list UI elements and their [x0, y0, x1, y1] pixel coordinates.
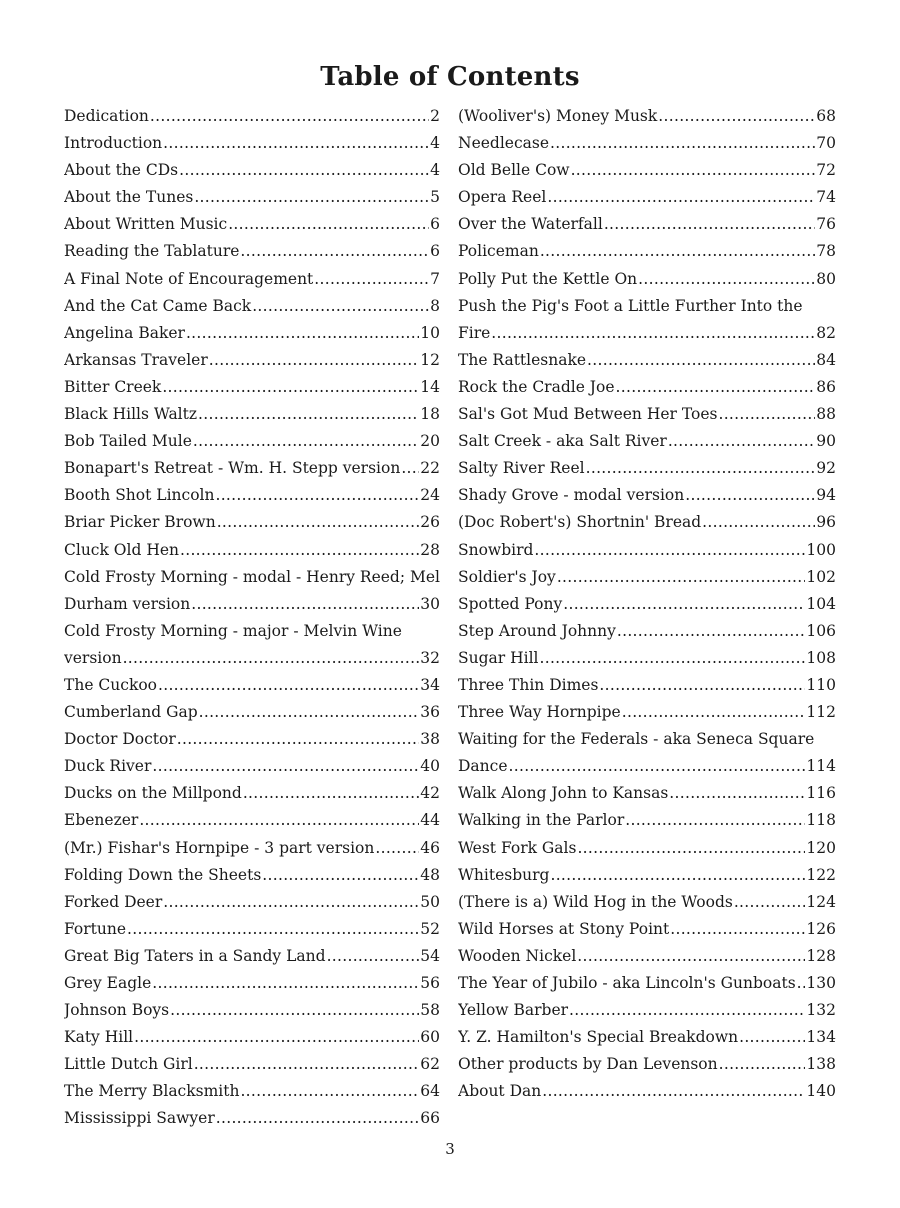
toc-entry — [64, 374, 440, 401]
toc-entry-title: The Merry Blacksmith — [64, 1082, 240, 1101]
toc-entry-title: Bitter Creek — [64, 377, 162, 396]
toc-entry-title: Sal's Got Mud Between Her Toes — [458, 405, 718, 424]
toc-entry — [458, 347, 836, 374]
toc-entry-page: 60 — [420, 1028, 440, 1047]
toc-entry — [458, 807, 836, 834]
toc-entry — [458, 1078, 836, 1105]
toc-entry-title: Doctor Doctor — [64, 730, 176, 749]
toc-entry-title: Three Thin Dimes — [458, 675, 599, 694]
toc-dot-leader — [198, 401, 419, 428]
toc-entry-page: 5 — [430, 188, 440, 207]
toc-entry-page: 80 — [816, 269, 836, 288]
toc-entry-title: Other products by Dan Levenson — [458, 1055, 718, 1074]
toc-entry-page: 72 — [816, 161, 836, 180]
toc-entry — [64, 807, 440, 834]
toc-entry-page: 74 — [816, 188, 836, 207]
toc-entry-page: 88 — [816, 405, 836, 424]
toc-dot-leader — [327, 943, 420, 970]
toc-entry-page: 130 — [806, 974, 836, 992]
toc-entry — [64, 509, 440, 536]
toc-entry — [458, 997, 836, 1024]
toc-entry-page: 114 — [806, 757, 836, 776]
toc-entry-page: 116 — [806, 784, 836, 803]
toc-entry — [458, 1051, 836, 1078]
toc-entry-page: 40 — [420, 757, 440, 776]
toc-entry-title: (Wooliver's) Money Musk — [458, 107, 658, 125]
toc-entry-title: Walking in the Parlor — [458, 811, 625, 830]
toc-entry-page: 104 — [806, 594, 836, 613]
toc-dot-leader — [163, 130, 429, 157]
toc-entry-page: 96 — [816, 513, 836, 532]
toc-entry-title: Bob Tailed Mule — [64, 432, 192, 451]
toc-entry-page: 12 — [420, 350, 440, 369]
toc-entry — [64, 428, 440, 455]
toc-entry-title: Wooden Nickel — [458, 946, 577, 965]
toc-entry — [458, 103, 836, 130]
toc-entry-title: Whitesburg — [458, 865, 550, 884]
toc-entry-title: (Doc Robert's) Shortnin' Bread — [458, 513, 702, 532]
toc-entry-title: Yellow Barber — [458, 1001, 569, 1020]
toc-entry — [64, 211, 440, 238]
toc-entry — [458, 943, 836, 970]
toc-dot-leader — [670, 916, 805, 943]
toc-entry-title: Folding Down the Sheets — [64, 865, 262, 884]
toc-dot-leader — [617, 618, 806, 645]
toc-entry — [458, 401, 836, 428]
toc-dot-leader — [170, 997, 419, 1024]
toc-dot-leader — [191, 591, 419, 618]
toc-dot-leader — [719, 1051, 806, 1078]
toc-entry-title: Snowbird — [458, 540, 534, 559]
toc-entry — [458, 537, 836, 564]
toc-entry-title: West Fork Gals — [458, 838, 577, 857]
toc-entry-page: 82 — [816, 323, 836, 342]
toc-entry — [64, 618, 440, 645]
toc-entry-page: 106 — [806, 621, 836, 640]
toc-entry — [458, 753, 836, 780]
toc-entry — [458, 835, 836, 862]
toc-entry-title: A Final Note of Encouragement — [64, 269, 314, 288]
toc-entry-page: 78 — [816, 242, 836, 261]
toc-entry-page: 132 — [806, 1001, 836, 1020]
toc-entry — [458, 157, 836, 184]
toc-entry — [64, 238, 440, 265]
toc-entry-page: 68 — [816, 107, 836, 125]
toc-dot-leader — [604, 211, 815, 238]
toc-entry-title: Salty River Reel — [458, 459, 585, 478]
toc-dot-leader — [177, 726, 420, 753]
toc-dot-leader — [509, 753, 806, 780]
toc-entry-title: Angelina Baker — [64, 323, 185, 342]
toc-dot-leader — [228, 211, 429, 238]
toc-entry — [64, 293, 440, 320]
toc-dot-leader — [540, 238, 815, 265]
toc-dot-leader — [314, 266, 429, 293]
toc-dot-leader — [739, 1024, 805, 1051]
toc-entry-title: Mississippi Sawyer — [64, 1109, 215, 1128]
toc-entry-title: Salt Creek - aka Salt River — [458, 432, 667, 451]
toc-entry-page: 70 — [816, 134, 836, 153]
toc-entry — [64, 943, 440, 970]
toc-entry-title: Grey Eagle — [64, 974, 152, 992]
toc-entry-page: 4 — [430, 134, 440, 153]
toc-entry-page: 46 — [420, 838, 440, 857]
toc-dot-leader — [134, 1024, 419, 1051]
toc-entry-title: About the Tunes — [64, 188, 194, 207]
toc-entry-page: 6 — [430, 215, 440, 234]
toc-entry — [64, 482, 440, 509]
toc-dot-leader — [163, 889, 419, 916]
toc-entry-title: Arkansas Traveler — [64, 350, 208, 369]
toc-entry-page: 100 — [806, 540, 836, 559]
toc-dot-leader — [240, 238, 429, 265]
toc-entry-page: 7 — [430, 269, 440, 288]
toc-entry-title: Fortune — [64, 919, 127, 938]
toc-entry-page: 140 — [806, 1082, 836, 1101]
toc-entry — [458, 862, 836, 889]
toc-entry-title: Durham version — [64, 594, 191, 613]
toc-entry — [64, 835, 440, 862]
toc-entry-title: Policeman — [458, 242, 539, 261]
toc-entry — [458, 455, 836, 482]
toc-dot-leader — [599, 672, 805, 699]
toc-dot-leader — [186, 320, 419, 347]
toc-dot-leader — [797, 970, 806, 997]
toc-dot-leader — [587, 347, 815, 374]
toc-dot-leader — [577, 943, 805, 970]
toc-entry-title: Shady Grove - modal version — [458, 486, 685, 505]
toc-entry-page: 50 — [420, 892, 440, 911]
toc-entry — [458, 645, 836, 672]
toc-dot-leader — [179, 157, 429, 184]
toc-entry-title: The Year of Jubilo - aka Lincoln's Gunboats — [458, 974, 796, 992]
toc-entry-title: Y. Z. Hamilton's Special Breakdown — [458, 1028, 739, 1047]
toc-entry — [64, 726, 440, 753]
toc-entry — [458, 726, 836, 753]
toc-right-column — [458, 103, 836, 1105]
toc-dot-leader — [123, 645, 420, 672]
toc-entry-title: The Rattlesnake — [458, 350, 587, 369]
toc-dot-leader — [638, 266, 815, 293]
toc-entry-page: 36 — [420, 703, 440, 722]
toc-entry — [64, 1105, 440, 1132]
toc-entry-title: About Written Music — [64, 215, 228, 234]
toc-entry — [458, 564, 836, 591]
toc-entry-title: Katy Hill — [64, 1028, 134, 1047]
toc-entry-page: 24 — [420, 486, 440, 505]
toc-dot-leader — [158, 672, 419, 699]
toc-entry-title: Cold Frosty Morning - modal - Henry Reed; Mel — [64, 567, 440, 586]
toc-entry-title: Dedication — [64, 107, 149, 125]
toc-entry — [458, 509, 836, 536]
toc-entry-title: Old Belle Cow — [458, 161, 570, 180]
toc-entry-page: 110 — [806, 675, 836, 694]
toc-entry-page: 34 — [420, 675, 440, 694]
toc-entry-page: 20 — [420, 432, 440, 451]
toc-entry — [64, 130, 440, 157]
toc-dot-leader — [616, 374, 816, 401]
toc-entry-title: Wild Horses at Stony Point — [458, 919, 670, 938]
toc-entry — [64, 1024, 440, 1051]
toc-entry-title: Reading the Tablature — [64, 242, 240, 261]
toc-entry-page: 14 — [420, 377, 440, 396]
toc-entry-page: 38 — [420, 730, 440, 749]
toc-entry-title: About the CDs — [64, 161, 179, 180]
toc-entry — [458, 482, 836, 509]
toc-entry — [458, 618, 836, 645]
toc-entry — [64, 320, 440, 347]
toc-dot-leader — [571, 157, 816, 184]
toc-entry-page: 128 — [806, 946, 836, 965]
toc-entry — [64, 916, 440, 943]
toc-entry-page: 102 — [806, 567, 836, 586]
page-number: 3 — [445, 1140, 455, 1158]
toc-entry — [64, 157, 440, 184]
toc-entry-title: Johnson Boys — [64, 1001, 170, 1020]
toc-dot-leader — [252, 293, 429, 320]
toc-dot-leader — [557, 564, 806, 591]
toc-entry — [64, 645, 440, 672]
toc-entry-title: Sugar Hill — [458, 648, 539, 667]
toc-entry — [458, 672, 836, 699]
toc-entry — [458, 1024, 836, 1051]
toc-entry-page: 2 — [430, 107, 440, 125]
toc-entry — [64, 780, 440, 807]
toc-dot-leader — [401, 455, 419, 482]
toc-dot-leader — [162, 374, 419, 401]
toc-dot-leader — [240, 1078, 419, 1105]
toc-entry-title: Walk Along John to Kansas — [458, 784, 669, 803]
toc-dot-leader — [622, 699, 806, 726]
toc-entry-title: Introduction — [64, 134, 163, 153]
toc-entry-page: 18 — [420, 405, 440, 424]
toc-entry-title: And the Cat Came Back — [64, 296, 252, 315]
toc-entry-page: 32 — [420, 648, 440, 667]
toc-entry-page: 90 — [816, 432, 836, 451]
toc-dot-leader — [586, 455, 816, 482]
toc-entry — [458, 428, 836, 455]
toc-dot-leader — [734, 889, 806, 916]
toc-dot-leader — [180, 537, 419, 564]
toc-entry — [64, 184, 440, 211]
toc-entry — [64, 753, 440, 780]
toc-entry — [64, 266, 440, 293]
toc-dot-leader — [547, 184, 815, 211]
toc-entry-title: (There is a) Wild Hog in the Woods — [458, 892, 733, 911]
toc-dot-leader — [139, 807, 419, 834]
toc-dot-leader — [194, 1051, 420, 1078]
toc-entry-title: version — [64, 648, 122, 667]
toc-dot-leader — [569, 997, 805, 1024]
toc-entry — [458, 320, 836, 347]
toc-entry-title: Step Around Johnny — [458, 621, 616, 640]
toc-entry — [458, 130, 836, 157]
toc-entry-page: 138 — [806, 1055, 836, 1074]
toc-entry-page: 42 — [420, 784, 440, 803]
toc-entry-page: 108 — [806, 648, 836, 667]
toc-dot-leader — [718, 401, 815, 428]
toc-entry-title: Polly Put the Kettle On — [458, 269, 638, 288]
toc-entry-page: 26 — [420, 513, 440, 532]
toc-entry — [64, 455, 440, 482]
toc-dot-leader — [375, 835, 419, 862]
toc-dot-leader — [658, 103, 815, 130]
toc-dot-leader — [199, 699, 420, 726]
toc-dot-leader — [152, 970, 419, 997]
toc-entry-page: 120 — [806, 838, 836, 857]
toc-dot-leader — [577, 835, 805, 862]
toc-entry-page: 126 — [806, 919, 836, 938]
toc-entry-title: Duck River — [64, 757, 152, 776]
toc-entry — [64, 997, 440, 1024]
toc-entry — [458, 238, 836, 265]
toc-entry-page: 6 — [430, 242, 440, 261]
toc-entry-page: 22 — [420, 459, 440, 478]
toc-entry — [64, 347, 440, 374]
toc-entry-page: 10 — [420, 323, 440, 342]
toc-entry — [64, 564, 440, 591]
toc-entry — [64, 537, 440, 564]
toc-entry-title: Rock the Cradle Joe — [458, 377, 615, 396]
toc-entry — [458, 266, 836, 293]
toc-entry-page: 28 — [420, 540, 440, 559]
toc-entry-title: Briar Picker Brown — [64, 513, 216, 532]
toc-entry-title: The Cuckoo — [64, 675, 157, 694]
toc-dot-leader — [209, 347, 420, 374]
toc-entry — [64, 1051, 440, 1078]
toc-entry — [64, 401, 440, 428]
toc-dot-leader — [702, 509, 815, 536]
toc-entry — [458, 591, 836, 618]
toc-entry — [64, 970, 440, 997]
toc-entry-title: Dance — [458, 757, 508, 776]
toc-entry-page: 64 — [420, 1082, 440, 1101]
toc-entry — [64, 672, 440, 699]
toc-entry-title: Cluck Old Hen — [64, 540, 179, 559]
toc-entry-title: Black Hills Waltz — [64, 405, 198, 424]
toc-entry-title: Three Way Hornpipe — [458, 703, 621, 722]
toc-entry-title: Little Dutch Girl — [64, 1055, 193, 1074]
toc-entry-page: 4 — [430, 161, 440, 180]
toc-entry-title: Ducks on the Millpond — [64, 784, 242, 803]
toc-entry-page: 58 — [420, 1001, 440, 1020]
toc-dot-leader — [685, 482, 815, 509]
toc-entry — [64, 103, 440, 130]
toc-entry — [458, 184, 836, 211]
toc-dot-leader — [193, 428, 419, 455]
toc-dot-leader — [152, 753, 419, 780]
toc-entry-title: About Dan — [458, 1082, 542, 1101]
toc-dot-leader — [550, 130, 815, 157]
toc-entry-title: Cold Frosty Morning - major - Melvin Wine — [64, 621, 402, 640]
toc-dot-leader — [563, 591, 805, 618]
toc-entry-page: 122 — [806, 865, 836, 884]
toc-dot-leader — [625, 807, 805, 834]
toc-entry-page: 94 — [816, 486, 836, 505]
toc-entry — [458, 293, 836, 320]
toc-entry-page: 66 — [420, 1109, 440, 1128]
toc-entry-title: Bonapart's Retreat - Wm. H. Stepp version — [64, 459, 401, 478]
toc-entry — [64, 889, 440, 916]
toc-entry — [458, 889, 836, 916]
toc-entry-title: Needlecase — [458, 134, 550, 153]
toc-entry-title: Opera Reel — [458, 188, 547, 207]
toc-entry — [458, 780, 836, 807]
toc-entry-title: Over the Waterfall — [458, 215, 603, 234]
toc-entry-title: Push the Pig's Foot a Little Further Into the — [458, 296, 803, 315]
toc-entry-page: 86 — [816, 377, 836, 396]
toc-entry — [64, 862, 440, 889]
toc-entry-title: Spotted Pony — [458, 594, 563, 613]
page-title: Table of Contents — [320, 62, 580, 92]
toc-dot-leader — [216, 1105, 420, 1132]
toc-dot-leader — [491, 320, 815, 347]
toc-entry-page: 124 — [806, 892, 836, 911]
toc-entry-title: Ebenezer — [64, 811, 139, 830]
toc-dot-leader — [215, 482, 419, 509]
toc-dot-leader — [194, 184, 429, 211]
toc-left-column — [64, 103, 440, 1133]
toc-dot-leader — [127, 916, 419, 943]
toc-entry-title: Forked Deer — [64, 892, 163, 911]
toc-entry — [64, 699, 440, 726]
toc-entry-title: Fire — [458, 323, 491, 342]
toc-dot-leader — [668, 428, 815, 455]
toc-entry-title: (Mr.) Fishar's Hornpipe - 3 part version — [64, 838, 375, 857]
toc-entry-title: Soldier's Joy — [458, 567, 556, 586]
toc-entry-page: 52 — [420, 919, 440, 938]
toc-entry — [458, 699, 836, 726]
toc-dot-leader — [540, 645, 806, 672]
toc-entry — [64, 591, 440, 618]
toc-dot-leader — [669, 780, 805, 807]
toc-entry-page: 112 — [806, 703, 836, 722]
toc-entry — [458, 211, 836, 238]
toc-entry-title: Great Big Taters in a Sandy Land — [64, 946, 326, 965]
toc-dot-leader — [150, 103, 429, 130]
toc-dot-leader — [542, 1078, 805, 1105]
toc-dot-leader — [217, 509, 420, 536]
toc-entry-page: 8 — [430, 296, 440, 315]
toc-dot-leader — [534, 537, 805, 564]
toc-entry-page: 92 — [816, 459, 836, 478]
toc-dot-leader — [550, 862, 805, 889]
toc-entry — [64, 1078, 440, 1105]
toc-entry-title: Booth Shot Lincoln — [64, 486, 215, 505]
toc-entry-title: Waiting for the Federals - aka Seneca Square — [458, 730, 815, 749]
toc-entry-page: 54 — [420, 946, 440, 965]
toc-entry — [458, 374, 836, 401]
toc-entry-page: 118 — [806, 811, 836, 830]
toc-entry-page: 56 — [420, 974, 440, 992]
toc-entry-page: 48 — [420, 865, 440, 884]
toc-entry-page: 30 — [420, 594, 440, 613]
toc-entry — [458, 970, 836, 997]
toc-entry-page: 84 — [816, 350, 836, 369]
toc-entry-page: 134 — [806, 1028, 836, 1047]
toc-entry-page: 62 — [420, 1055, 440, 1074]
toc-entry-page: 44 — [420, 811, 440, 830]
toc-entry-page: 76 — [816, 215, 836, 234]
toc-entry — [458, 916, 836, 943]
toc-entry-title: Cumberland Gap — [64, 703, 198, 722]
toc-dot-leader — [243, 780, 419, 807]
toc-dot-leader — [262, 862, 419, 889]
